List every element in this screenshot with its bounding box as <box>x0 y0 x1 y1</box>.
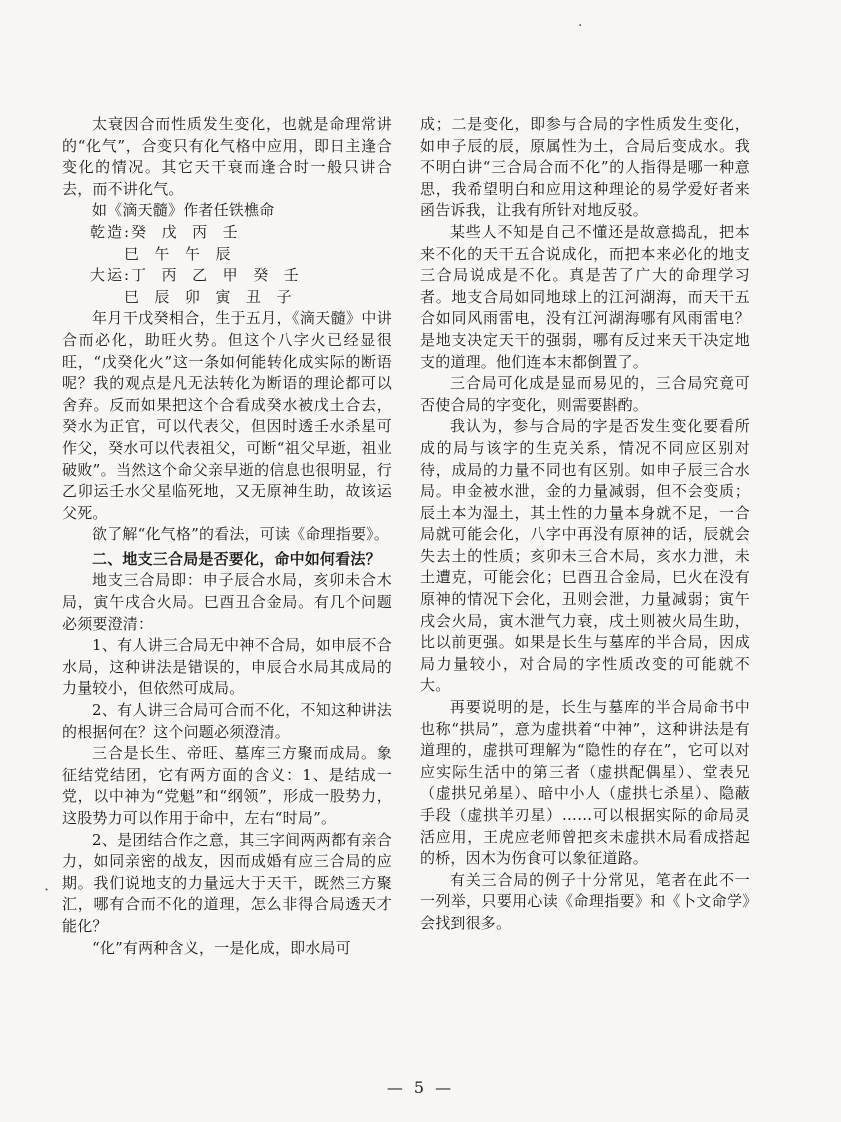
section-heading: 二、地支三合局是否要化，命中如何看法？ <box>92 549 381 568</box>
paragraph: 某些人不知是自己不懂还是故意捣乱，把本来不化的天干五合说成化，而把本来必化的地支三合局说成是不化。真是苦了广大的命理学习者。地支合局如同地球上的江河湖海，而天干五合如同风雨雷电，没有江河湖海哪有风雨雷电？是地支决定天干的强弱，哪有反过来天干决定地支的道理。他们连本末都倒置了。 <box>420 222 750 371</box>
paragraph: 如《滴天髓》作者任铁樵命 <box>92 201 275 220</box>
paragraph: 欲了解“化气格”的看法，可读《命理指要》。 <box>92 525 390 544</box>
paragraph: 2、有人讲三合局可合而不化，不知这种讲法的根据何在？这个问题必须澄清。 <box>62 701 392 741</box>
paragraph: “化”有两种含义，一是化成，即水局可 <box>92 938 351 957</box>
birth-chart-line: 乾造:癸 戊 丙 壬 <box>90 222 240 241</box>
birth-chart-line: 巳 午 午 辰 <box>90 244 233 263</box>
page-number: — 5 — <box>386 1078 455 1097</box>
paragraph: 再要说明的是，长生与墓库的半合局命书中也称“拱局”，意为虚拱着“中神”，这种讲法是有道理的，虚拱可理解为“隐性的存在”，它可以对应实际生活中的第三者（虚拱配偶星）、堂表兄（虚拱兄弟星）、暗中小人（虚拱七杀星）、隐蔽手段（虚拱羊刃星）……可以根据实际的命局灵活应用，王虎应老师曾把亥未虚拱木局看成搭起的桥，因木为伤食可以象征道路。 <box>420 698 750 868</box>
paragraph: 年月干戊癸相合，生于五月，《滴天髓》中讲合而必化，助旺火势。但这个八字火已经显很旺，“戊癸化火”这一条如何能转化成实际的断语呢？我的观点是凡无法转化为断语的理论都可以舍弃。反而如果把这个合看成癸水被戊土合去，癸水为正官，可以代表父，但因时透壬水杀星可作父，癸水可以代表祖父，可断“祖父早逝，祖业破败”。当然这个命父亲早逝的信息也很明显，行乙卯运壬水父星临死地，又无原神生助，故该运父死。 <box>62 309 392 522</box>
paragraph: 成；二是变化，即参与合局的字性质发生变化，如申子辰的辰，原属性为土，合局后变成水。我不明白讲“三合局合而不化”的人指得是哪一种意思，我希望明白和应用这种理论的易学爱好者来函告诉我，让我有所针对地反驳。 <box>420 115 750 220</box>
luck-cycle-line: 大运:丁 丙 乙 甲 癸 壬 <box>90 266 301 285</box>
paragraph: 三合是长生、帝旺、墓库三方聚而成局。象征结党结团，它有两方面的含义：1、是结成一党，以中神为“党魁”和“纲领”，形成一股势力，这股势力可以作用于命中，左右“时局”。 <box>62 744 392 827</box>
right-column <box>420 114 750 935</box>
paragraph: 太衰因合而性质发生变化，也就是命理常讲的“化气”，合变只有化气格中应用，即日主逢合变化的情况。其它天干衰而逢合时一般只讲合去，而不讲化气。 <box>62 115 392 198</box>
paragraph: 我认为，参与合局的字是否发生变化要看所成的局与该字的生克关系，情况不同应区别对待，成局的力量不同也有区别。如申子辰三合水局。申金被水泄，金的力量减弱，但不会变质；辰土本为湿土，其土性的力量本身就不足，一合局就可能会化，八字中再没有原神的话，辰就会失去土的性质；亥卯未三合木局，亥水力泄，未土遭克，可能会化；巳酉丑合金局，巳火在没有原神的情况下会化，丑则会泄，力量减弱；寅午戌会火局，寅木泄气力衰，戌土则被火局生助，比以前更强。如果是长生与墓库的半合局，因成局力量较小，对合局的字性质改变的可能就不大。 <box>420 417 750 695</box>
scan-speck: · <box>578 18 583 34</box>
paragraph: 2、是团结合作之意，其三字间两两都有亲合力，如同亲密的战友，因而成婚有应三合局的应期。我们说地支的力量远大于天干，既然三方聚汇，哪有合而不化的道理，怎么非得合局透天才能化？ <box>62 830 392 935</box>
paragraph: 三合局可化成是显而易见的，三合局究竟可否使合局的字变化，则需要斟酌。 <box>420 374 750 414</box>
paragraph: 地支三合局即：申子辰合水局，亥卯未合木局，寅午戌合火局。巳酉丑合金局。有几个问题必须要澄清： <box>62 571 392 633</box>
paragraph: 有关三合局的例子十分常见，笔者在此不一一列举，只要用心读《命理指要》和《卜文命学》会找到很多。 <box>420 870 750 932</box>
left-column <box>62 114 392 959</box>
luck-cycle-line: 巳 辰 卯 寅 丑 子 <box>90 287 294 306</box>
paragraph: 1、有人讲三合局无中神不合局，如申辰不合水局，这种讲法是错误的，申辰合水局其成局的力量较小，但依然可成局。 <box>62 636 392 698</box>
scan-speck: · <box>44 880 50 899</box>
